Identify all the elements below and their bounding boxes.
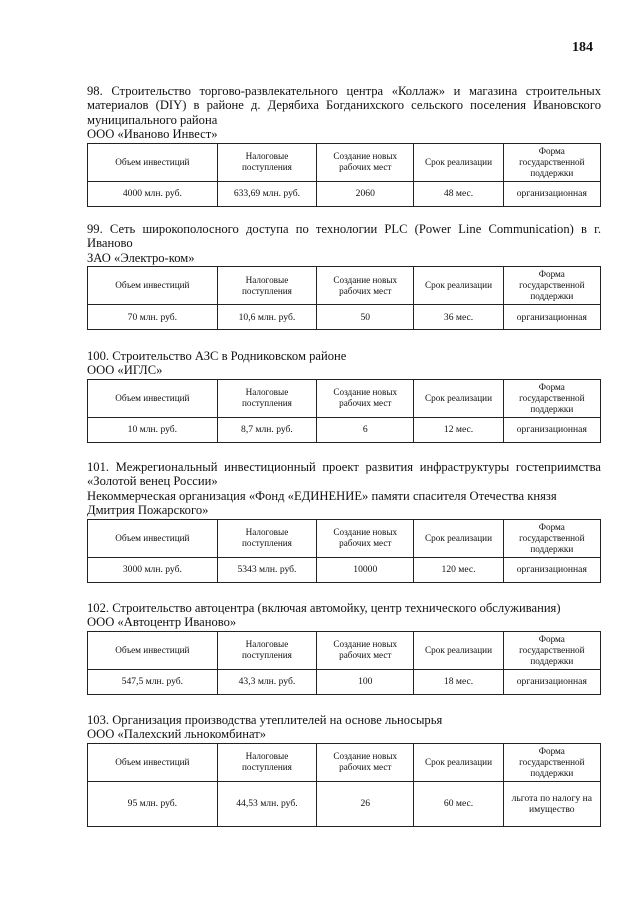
cell-investment-volume: 547,5 млн. руб. xyxy=(88,669,218,694)
table-row xyxy=(88,669,601,694)
project-103 xyxy=(87,713,601,827)
header-investment-volume: Объем инвестиций xyxy=(88,631,218,669)
header-tax-revenue: Налоговые поступления xyxy=(217,631,316,669)
cell-term: 60 мес. xyxy=(414,781,503,826)
cell-support-form: организационная xyxy=(503,557,600,582)
page-number: 184 xyxy=(572,40,593,55)
cell-tax-revenue: 10,6 млн. руб. xyxy=(217,305,316,330)
project-organization: ООО «ИГЛС» xyxy=(87,363,163,378)
project-102 xyxy=(87,601,601,695)
cell-support-form: организационная xyxy=(503,305,600,330)
header-new-jobs: Создание новых рабочих мест xyxy=(317,143,414,181)
header-investment-volume: Объем инвестиций xyxy=(88,519,218,557)
project-100 xyxy=(87,349,601,443)
cell-investment-volume: 10 млн. руб. xyxy=(88,417,218,442)
cell-support-form: организационная xyxy=(503,669,600,694)
cell-term: 48 мес. xyxy=(414,181,503,206)
project-organization: ООО «Иваново Инвест» xyxy=(87,127,218,142)
project-101 xyxy=(87,460,601,583)
table-row xyxy=(88,417,601,442)
cell-new-jobs: 100 xyxy=(317,669,414,694)
header-tax-revenue: Налоговые поступления xyxy=(217,267,316,305)
table-header-row xyxy=(88,379,601,417)
cell-new-jobs: 50 xyxy=(317,305,414,330)
cell-term: 36 мес. xyxy=(414,305,503,330)
table-header-row xyxy=(88,267,601,305)
header-investment-volume: Объем инвестиций xyxy=(88,743,218,781)
header-term: Срок реализации xyxy=(414,379,503,417)
cell-investment-volume: 4000 млн. руб. xyxy=(88,181,218,206)
header-new-jobs: Создание новых рабочих мест xyxy=(317,267,414,305)
project-organization: Некоммерческая организация «Фонд «ЕДИНЕНИЕ» памяти спасителя Отечества князя Дмитрия Пожарского» xyxy=(87,488,557,518)
header-support-form: Форма государственной поддержки xyxy=(503,267,600,305)
header-new-jobs: Создание новых рабочих мест xyxy=(317,743,414,781)
header-support-form: Форма государственной поддержки xyxy=(503,379,600,417)
cell-investment-volume: 70 млн. руб. xyxy=(88,305,218,330)
cell-tax-revenue: 633,69 млн. руб. xyxy=(217,181,316,206)
header-term: Срок реализации xyxy=(414,267,503,305)
header-investment-volume: Объем инвестиций xyxy=(88,267,218,305)
table-header-row xyxy=(88,143,601,181)
table-row xyxy=(88,181,601,206)
project-organization: ООО «Автоцентр Иваново» xyxy=(87,615,237,630)
cell-tax-revenue: 43,3 млн. руб. xyxy=(217,669,316,694)
header-term: Срок реализации xyxy=(414,743,503,781)
table-row xyxy=(88,557,601,582)
project-organization: ЗАО «Электро-ком» xyxy=(87,250,195,265)
header-tax-revenue: Налоговые поступления xyxy=(217,519,316,557)
project-title: 103. Организация производства утеплителей на основе льносырья xyxy=(87,713,443,727)
cell-tax-revenue: 5343 млн. руб. xyxy=(217,557,316,582)
project-title: 101. Межрегиональный инвестиционный проект развития инфраструктуры гостеприимства «Золотой венец России» xyxy=(87,460,601,489)
project-title: 98. Строительство торгово-развлекательного центра «Коллаж» и магазина строительных материалов (DIY) в районе д. Дерябиха Богданихского сельского поселения Ивановского муниципального района xyxy=(87,84,601,127)
project-title: 102. Строительство автоцентра (включая автомойку, центр технического обслуживания) xyxy=(87,601,561,615)
cell-investment-volume: 95 млн. руб. xyxy=(88,781,218,826)
project-98 xyxy=(87,84,601,207)
table-header-row xyxy=(88,631,601,669)
header-support-form: Форма государственной поддержки xyxy=(503,631,600,669)
header-support-form: Форма государственной поддержки xyxy=(503,743,600,781)
header-new-jobs: Создание новых рабочих мест xyxy=(317,519,414,557)
investment-table xyxy=(87,379,601,443)
header-investment-volume: Объем инвестиций xyxy=(88,143,218,181)
investment-table xyxy=(87,743,601,827)
cell-tax-revenue: 44,53 млн. руб. xyxy=(217,781,316,826)
project-title: 99. Сеть широкополосного доступа по технологии PLC (Power Line Communication) в г. Иваново xyxy=(87,222,601,251)
header-support-form: Форма государственной поддержки xyxy=(503,143,600,181)
table-row xyxy=(88,305,601,330)
table-header-row xyxy=(88,743,601,781)
investment-table xyxy=(87,631,601,695)
cell-new-jobs: 10000 xyxy=(317,557,414,582)
cell-tax-revenue: 8,7 млн. руб. xyxy=(217,417,316,442)
cell-support-form: организационная xyxy=(503,417,600,442)
header-new-jobs: Создание новых рабочих мест xyxy=(317,379,414,417)
cell-support-form: льгота по налогу на имущество xyxy=(503,781,600,826)
cell-new-jobs: 6 xyxy=(317,417,414,442)
investment-table xyxy=(87,266,601,330)
table-row xyxy=(88,781,601,826)
investment-table xyxy=(87,519,601,583)
table-header-row xyxy=(88,519,601,557)
header-new-jobs: Создание новых рабочих мест xyxy=(317,631,414,669)
investment-table xyxy=(87,143,601,207)
header-term: Срок реализации xyxy=(414,143,503,181)
cell-term: 18 мес. xyxy=(414,669,503,694)
cell-support-form: организационная xyxy=(503,181,600,206)
header-term: Срок реализации xyxy=(414,519,503,557)
cell-new-jobs: 26 xyxy=(317,781,414,826)
header-term: Срок реализации xyxy=(414,631,503,669)
header-investment-volume: Объем инвестиций xyxy=(88,379,218,417)
project-title: 100. Строительство АЗС в Родниковском районе xyxy=(87,349,347,363)
cell-term: 120 мес. xyxy=(414,557,503,582)
cell-term: 12 мес. xyxy=(414,417,503,442)
project-organization: ООО «Палехский льнокомбинат» xyxy=(87,727,267,742)
header-tax-revenue: Налоговые поступления xyxy=(217,143,316,181)
header-tax-revenue: Налоговые поступления xyxy=(217,743,316,781)
header-tax-revenue: Налоговые поступления xyxy=(217,379,316,417)
cell-investment-volume: 3000 млн. руб. xyxy=(88,557,218,582)
cell-new-jobs: 2060 xyxy=(317,181,414,206)
project-99 xyxy=(87,222,601,330)
header-support-form: Форма государственной поддержки xyxy=(503,519,600,557)
